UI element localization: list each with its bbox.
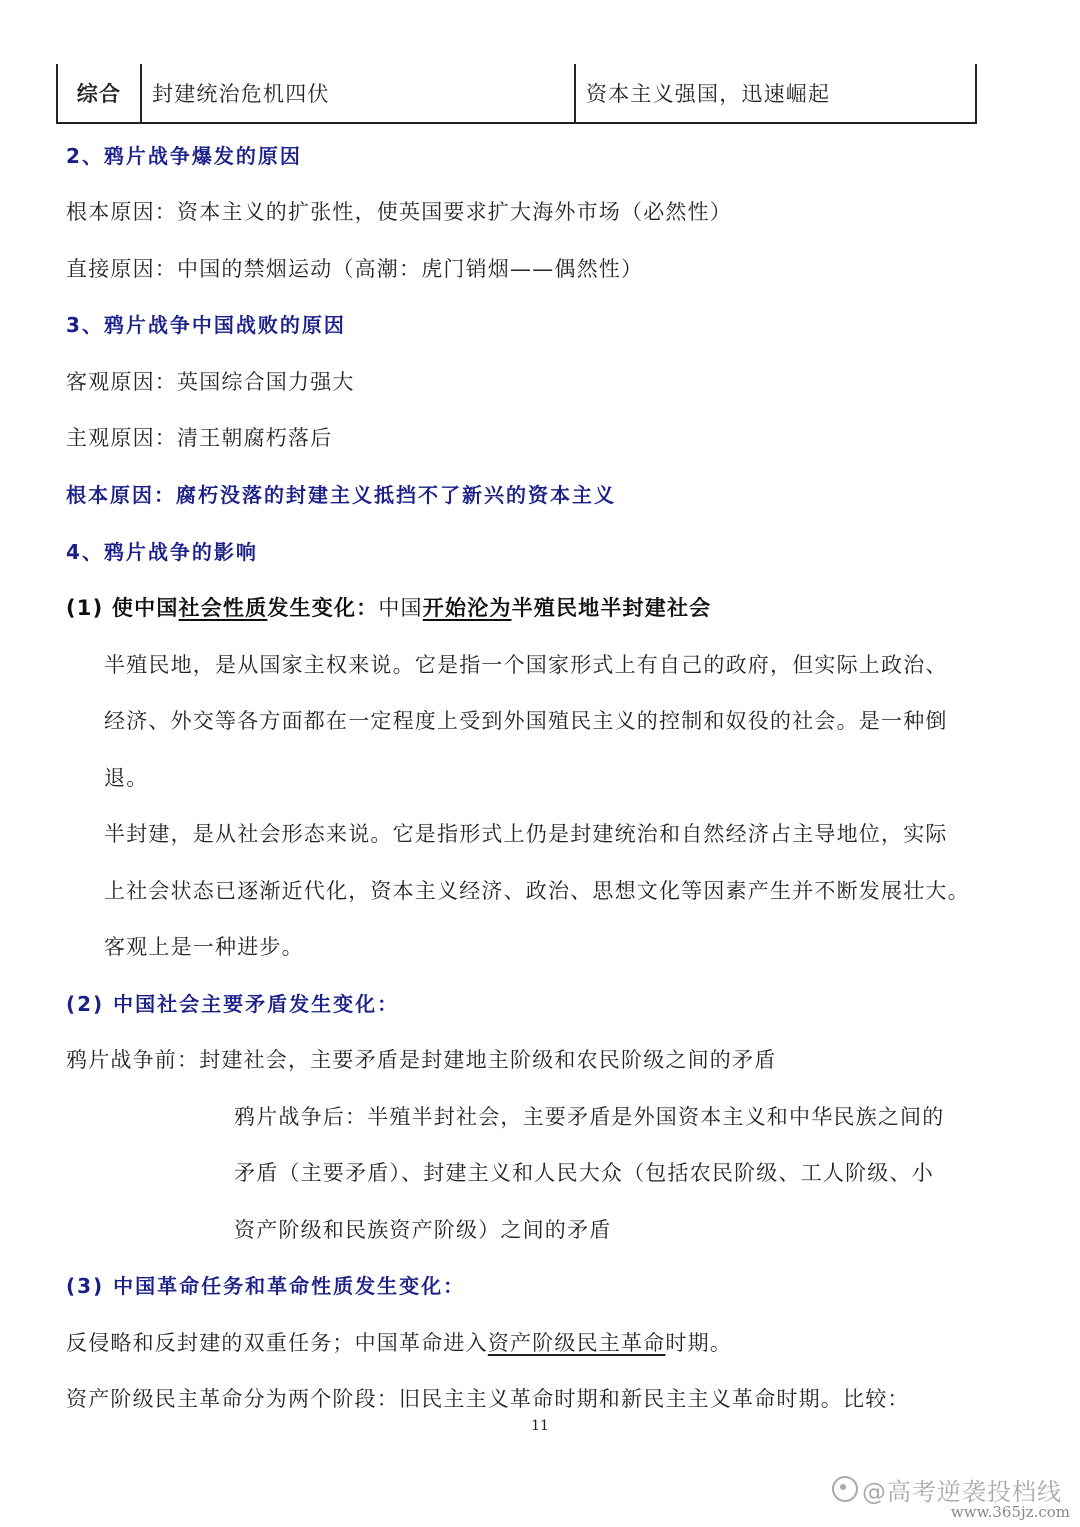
impact-3-heading: (3) 中国革命任务和革命性质发生变化：	[66, 1274, 466, 1298]
watermark-text: @高考逆袭投档线	[862, 1478, 1062, 1506]
semi-colony-line-1: 半殖民地，是从国家主权来说。它是指一个国家形式上有自己的政府，但实际上政治、	[104, 653, 948, 677]
after-war-line-3: 资产阶级和民族资产阶级）之间的矛盾	[234, 1218, 612, 1242]
subjective-cause-line: 主观原因：清王朝腐朽落后	[66, 426, 333, 450]
direct-cause-line: 直接原因：中国的禁烟运动（高潮：虎门销烟——偶然性）	[66, 257, 644, 281]
after-war-line-2: 矛盾（主要矛盾）、封建主义和人民大众（包括农民阶级、工人阶级、小	[234, 1161, 934, 1185]
comparison-table-row	[56, 64, 977, 124]
semi-colony-line-3: 退。	[104, 766, 149, 790]
table-cell-feudal: 封建统治危机四伏	[141, 64, 575, 123]
impact-1-plain: 中国	[378, 596, 423, 620]
objective-cause-line: 客观原因：英国综合国力强大	[66, 370, 355, 394]
table-row-label: 综合	[57, 64, 141, 123]
before-war-line: 鸦片战争前：封建社会，主要矛盾是封建地主阶级和农民阶级之间的矛盾	[66, 1048, 777, 1072]
after-war-line-1: 鸦片战争后：半殖半封社会，主要矛盾是外国资本主义和中华民族之间的	[234, 1105, 945, 1129]
impact-1-underline-start: 开始沦为	[422, 596, 512, 620]
section-2-heading: 2、鸦片战争爆发的原因	[66, 144, 302, 168]
impact-1-mid: 发生变化：	[267, 596, 379, 620]
semi-feudal-line-3: 客观上是一种进步。	[104, 935, 304, 959]
semi-colony-line-2: 经济、外交等各方面都在一定程度上受到外国殖民主义的控制和奴役的社会。是一种倒	[104, 709, 948, 733]
dual-task-line	[66, 1329, 732, 1357]
dual-task-underline: 资产阶级民主革命	[487, 1331, 666, 1355]
semi-feudal-line-1: 半封建，是从社会形态来说。它是指形式上仍是封建统治和自然经济占主导地位，实际	[104, 822, 948, 846]
impact-1-heading	[66, 594, 711, 622]
revolution-stages-line: 资产阶级民主革命分为两个阶段：旧民主主义革命时期和新民主主义革命时期。比较：	[66, 1387, 910, 1411]
table-cell-capitalist: 资本主义强国，迅速崛起	[575, 64, 976, 123]
root-cause-line: 根本原因：资本主义的扩张性，使英国要求扩大海外市场（必然性）	[66, 200, 732, 224]
impact-2-heading: (2) 中国社会主要矛盾发生变化：	[66, 992, 400, 1016]
impact-1-prefix: (1) 使中国	[66, 596, 179, 620]
dual-task-prefix: 反侵略和反封建的双重任务；中国革命进入	[66, 1331, 488, 1355]
impact-1-underline-nature: 社会性质	[178, 596, 268, 620]
section-4-heading: 4、鸦片战争的影响	[66, 540, 258, 564]
fundamental-cause-line: 根本原因：腐朽没落的封建主义抵挡不了新兴的资本主义	[66, 483, 616, 507]
watermark	[832, 1472, 1062, 1507]
impact-1-suffix: 半殖民地半封建社会	[511, 596, 712, 620]
page-number: 11	[531, 1418, 549, 1434]
section-3-heading: 3、鸦片战争中国战败的原因	[66, 313, 346, 337]
dual-task-suffix: 时期。	[665, 1331, 733, 1355]
weibo-icon	[832, 1476, 858, 1502]
source-url: www.365jz.com	[950, 1503, 1070, 1521]
semi-feudal-line-2: 上社会状态已逐渐近代化，资本主义经济、政治、思想文化等因素产生并不断发展壮大。	[104, 879, 970, 903]
